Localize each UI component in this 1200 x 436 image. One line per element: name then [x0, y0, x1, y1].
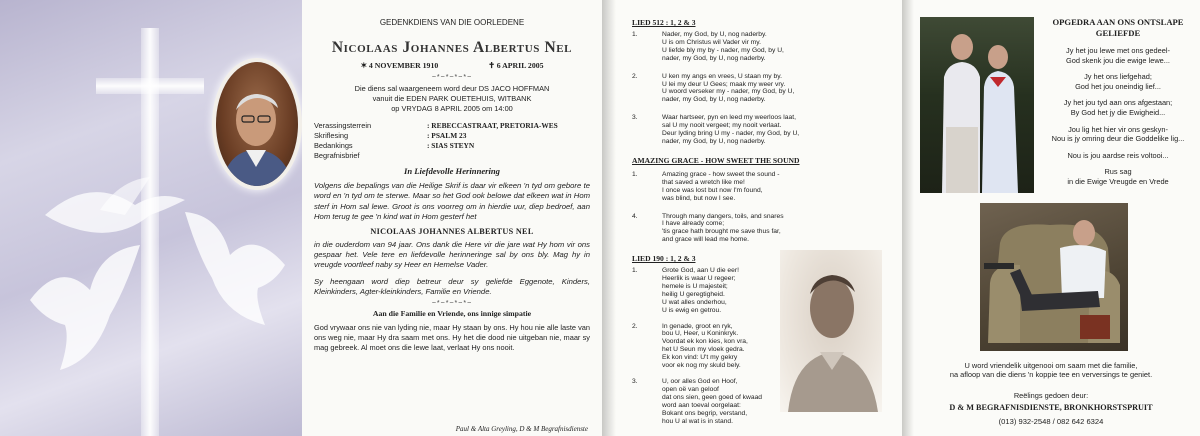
cross-horizontal: [96, 78, 204, 94]
invite-line-1: U word vriendelik uitgenooi om saam met die familie,: [964, 361, 1138, 370]
verse: 3. U, oor alles God en Hoof, open oë van geloof dat ons sien, geen goed of kwaad word aan toeval oorgelaat: Bokant ons begrip, verstand, hou U al wat is in stand.: [632, 378, 763, 425]
service-line-3: op VRYDAG 8 APRIL 2005 om 14:00: [391, 103, 513, 113]
dove-left-illustration: [20, 240, 150, 380]
memorial-paragraph-3: Sy heengaan word diep betreur deur sy geliefde Eggenote, Kinders, Kleinkinders, Agter-kleinkinders, Familie en Vriende.: [314, 276, 590, 296]
couple-photo: [920, 17, 1034, 193]
verse: 1. Grote God, aan U die eer! Heerlik is waar U regeer; hemele is U majesteit; heilig U geregtigheid. U wat alles onderhou, U is ewig en getrou.: [632, 267, 739, 314]
armchair-photo: [980, 203, 1128, 351]
verse: 2. U ken my angs en vrees, U staan my by. U lei my deur U Gees; maak my weer vry. U woord verseker my - nader, my God, by U, nader, my God, by U, nog naderby.: [632, 72, 795, 104]
service-panel: [302, 0, 602, 436]
undertaker-name: D & M BEGRAFNISDIENSTE, BRONKHORSTSPRUIT: [949, 403, 1153, 412]
hymns-panel: [602, 0, 902, 436]
verse: 1. Amazing grace - how sweet the sound - that saved a wretch like me! I once was lost but now I'm found, was blind, but now I see.: [632, 170, 780, 202]
memorial-paragraph-1: Volgens die bepalings van die Heilige Skrif is daar vir elkeen 'n tyd om gebore te word en 'n tyd om te sterwe. Maar so het God ook belowe dat elkeen wat in Hom sterf in Hom sal lewe. Groot is ons voorreg om in hierdie uur, diep bedroef, aan Hom terug te gee 'n kind wat in Hom gesterf het: [314, 181, 590, 221]
undertaker-phones: (013) 932-2548 / 082 642 6324: [998, 417, 1104, 426]
deceased-name: Nicolaas Johannes Albertus Nel: [331, 39, 573, 57]
sepia-portrait-photo: [780, 250, 882, 412]
memorial-paragraph-4: God vrywaar ons nie van lyding nie, maar Hy staan by ons. Hy hou nie alle laste van ons weg nie, maar Hy dra saam met ons. Hy het die dood nie uitgeban nie, maar sy mag gebreek. Al moet ons die lewe laat, verlaat Hy ons nooit.: [314, 323, 590, 352]
dedication-title-1: OPGEDRA AAN ONS ONTSLAPE: [1052, 17, 1184, 27]
fold-shadow: [602, 0, 616, 436]
invitation: [902, 361, 1200, 379]
ornament-divider: ~*~*~*~*~: [431, 74, 473, 82]
memory-heading: In Liefdevolle Herinnering: [404, 166, 500, 177]
cover-panel: [0, 0, 302, 436]
verse: 3. Waar hartseer, pyn en leed my weerloos laat, sal U my nooit vergeet; my nooit verlaat. Deur lyding bring U my - nader, my God, by U, nader, my God, by U, nog naderby.: [632, 114, 800, 145]
service-line-2: vanuit die EDEN PARK OUETEHUIS, WITBANK: [372, 94, 532, 103]
family-heading: Aan die Familie en Vriende, ons innige simpatie: [372, 309, 532, 319]
invite-line-2: na afloop van die diens 'n koppie tee en verversings te geniet.: [949, 370, 1153, 380]
verse: 4. Through many dangers, toils, and snares I have already come; 'tis grace hath brought me save thus far, and grace will lead me home.: [632, 212, 784, 244]
panel-heading: GEDENKDIENS VAN DIE OORLEDENE: [379, 18, 525, 27]
detail-row: Skriflesing : PSALM 23: [314, 131, 467, 141]
song-title: LIED 512 : 1, 2 & 3: [632, 18, 696, 27]
arranged-by: Reëlings gedoen deur:: [1013, 391, 1089, 400]
song-title: AMAZING GRACE - HOW SWEET THE SOUND: [632, 155, 800, 165]
song-amazing-grace: [632, 156, 892, 244]
death-date: ✝ 6 APRIL 2005: [488, 61, 544, 71]
verse: 1. Nader, my God, by U, nog naderby. U is om Christus wil Vader vir my. U liefde bly my by - nader, my God, by U, nader, my God, by U, nog naderby.: [632, 31, 784, 62]
service-line-1: Die diens sal waargeneem word deur DS JACO HOFFMAN: [354, 84, 550, 94]
dedication-panel: [902, 0, 1200, 436]
birth-date: ✶ 4 NOVEMBER 1910: [360, 61, 439, 71]
poem: Jy het jou lewe met ons gedeel- God skenk jou die ewige lewe... Jy het ons liefgehad; God het jou oneindig lief... Jy het jou tyd aan ons afgestaan; By God het jy die Ewigheid... Jou lig het hier vir ons geskyn- Nou is jy omring deur die Goddelike lig... Nou is jou aardse reis voltooi... Rus sag in die Ewige Vreugde en Vrede: [1051, 46, 1185, 186]
dedication-title-2: GELIEFDE: [1095, 28, 1141, 38]
portrait-photo: [216, 62, 298, 186]
dove-right-illustration: [170, 210, 295, 330]
deceased-name-caps: NICOLAAS JOHANNES ALBERTUS NEL: [370, 227, 534, 236]
detail-row: Verassingsterrein : REBECCASTRAAT, PRETORIA-WES: [314, 121, 558, 131]
dove-top-illustration: [40, 175, 190, 245]
ornament-divider: ~*~*~*~*~: [431, 300, 473, 308]
dedication-text: [1038, 17, 1198, 187]
song-title: LIED 190 : 1, 2 & 3: [632, 254, 696, 264]
memorial-paragraph-2: in die ouderdom van 94 jaar. Ons dank die Here vir die jare wat Hy hom vir ons gespaar het. Vele tere en liefdevolle herinneringe sal by ons bly. Mag hy in vreugde voortleef naby sy Heer en Hemelse Vader.: [314, 240, 590, 270]
verse: 2. In genade, groot en ryk, bou U, Heer, u Koninkryk. Voordat ek kon kies, kon vra, het U Seun my vloek gedra. Ek kon vind: U't my gekry voor ek nog my skuld bely.: [632, 322, 748, 370]
detail-row: Bedankings : SIAS STEYN: [314, 141, 475, 151]
signature: Paul & Alta Greyling, D & M Begrafnisdienste: [455, 425, 588, 433]
detail-row: Begrafnisbrief: [314, 151, 360, 161]
song-512: [632, 18, 892, 146]
